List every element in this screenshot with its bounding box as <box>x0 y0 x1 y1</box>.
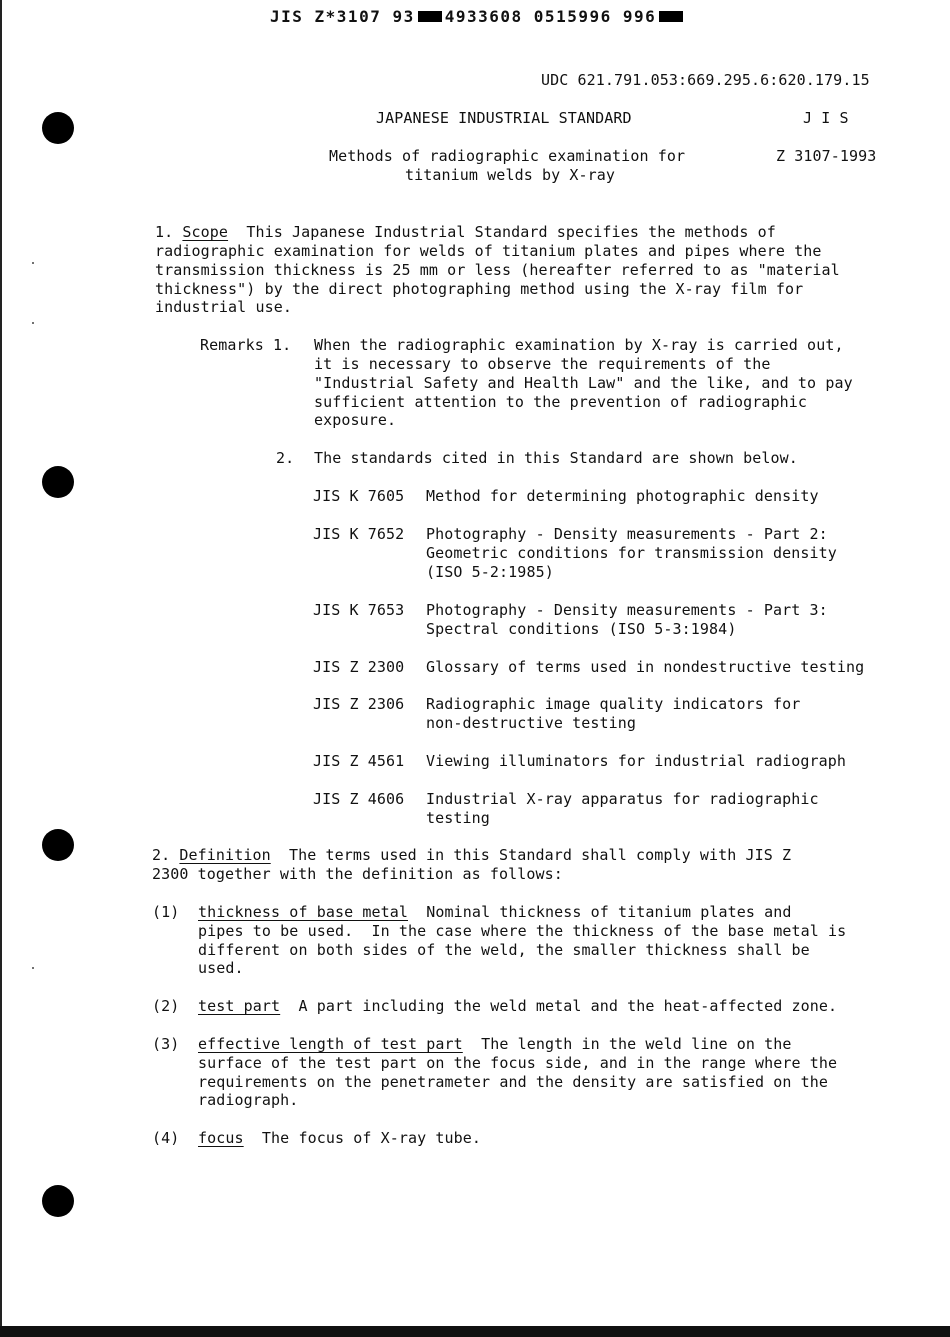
header-code-b: 4933608 0515996 996 <box>444 7 657 26</box>
term-num: (3) <box>152 1035 180 1053</box>
cited-title: Glossary of terms used in nondestructive testing <box>426 658 865 676</box>
scope-line-5: industrial use. <box>155 298 292 316</box>
definition-heading: Definition <box>179 846 271 864</box>
definition-line-2: 2300 together with the definition as follows: <box>152 865 563 883</box>
term-line <box>198 1129 481 1148</box>
term-text: requirements on the penetrameter and the density are satisfied on the <box>198 1073 829 1091</box>
scope-line-4: thickness") by the direct photographing method using the X-ray film for <box>155 280 804 298</box>
term-text: pipes to be used. In the case where the thickness of the base metal is <box>198 922 847 940</box>
punch-hole-3 <box>42 829 74 861</box>
remark-1-line-5: exposure. <box>314 411 397 429</box>
definition-num: 2. <box>152 846 171 864</box>
definition-text-1: The terms used in this Standard shall comply with JIS Z <box>288 846 792 864</box>
cited-title: Photography - Density measurements - Part 3: <box>426 601 828 619</box>
cited-title: Industrial X-ray apparatus for radiographic <box>426 790 819 808</box>
black-block-mark <box>418 11 442 22</box>
scope-line-3: transmission thickness is 25 mm or less (hereafter referred to as "material <box>155 261 840 279</box>
cited-code: JIS K 7652 <box>313 525 405 543</box>
title-line-1: Methods of radiographic examination for <box>329 147 686 165</box>
scope-heading: Scope <box>182 223 229 241</box>
term-text: The length in the weld line on the <box>481 1035 792 1053</box>
scope-num: 1. <box>155 223 174 241</box>
term-num: (4) <box>152 1129 180 1147</box>
term-text: Nominal thickness of titanium plates and <box>426 903 792 921</box>
cited-code: JIS Z 4606 <box>313 790 405 808</box>
punch-hole-2 <box>42 466 74 498</box>
cited-title: Viewing illuminators for industrial radiograph <box>426 752 847 770</box>
cited-code: JIS K 7653 <box>313 601 405 619</box>
cited-code: JIS Z 2306 <box>313 695 405 713</box>
cited-title: Method for determining photographic density <box>426 487 819 505</box>
term-line <box>198 1035 792 1054</box>
black-block-mark <box>659 11 683 22</box>
scan-speck <box>32 967 34 969</box>
remark-1-line-3: "Industrial Safety and Health Law" and the like, and to pay <box>314 374 853 392</box>
header-code-a: JIS Z*3107 93 <box>270 7 415 26</box>
scan-speck <box>32 322 34 324</box>
scope-line-2: radiographic examination for welds of titanium plates and pipes where the <box>155 242 822 260</box>
term-name: test part <box>198 997 281 1015</box>
udc-number: UDC 621.791.053:669.295.6:620.179.15 <box>541 71 870 89</box>
standard-org: JAPANESE INDUSTRIAL STANDARD <box>376 109 632 127</box>
term-name: focus <box>198 1129 244 1147</box>
cited-code: JIS Z 4561 <box>313 752 405 770</box>
title-line-2: titanium welds by X-ray <box>405 166 616 184</box>
jis-mark: J I S <box>803 109 849 127</box>
cited-title: non-destructive testing <box>426 714 637 732</box>
cited-title: Spectral conditions (ISO 5-3:1984) <box>426 620 737 638</box>
term-line <box>198 997 837 1016</box>
term-text: surface of the test part on the focus side, and in the range where the <box>198 1054 838 1072</box>
cited-title: Radiographic image quality indicators for <box>426 695 801 713</box>
punch-hole-1 <box>42 112 74 144</box>
remark-2-num: 2. <box>276 449 295 467</box>
term-name: thickness of base metal <box>198 903 409 921</box>
term-line <box>198 903 792 922</box>
term-text: A part including the weld metal and the heat-affected zone. <box>298 997 838 1015</box>
remark-1-line-4: sufficient attention to the prevention of radiographic <box>314 393 808 411</box>
cited-title: (ISO 5-2:1985) <box>426 563 554 581</box>
term-text: radiograph. <box>198 1091 299 1109</box>
scan-speck <box>32 262 34 264</box>
remark-2-text: The standards cited in this Standard are shown below. <box>314 449 798 467</box>
cited-code: JIS Z 2300 <box>313 658 405 676</box>
standard-number: Z 3107-1993 <box>776 147 877 165</box>
cited-code: JIS K 7605 <box>313 487 405 505</box>
cited-title: testing <box>426 809 490 827</box>
scan-left-edge <box>0 0 2 1337</box>
scope-line-1 <box>155 223 776 242</box>
scope-text-1: This Japanese Industrial Standard specifies the methods of <box>246 223 776 241</box>
term-num: (2) <box>152 997 180 1015</box>
definition-line-1 <box>152 846 791 865</box>
header-code-line <box>270 7 686 26</box>
cited-title: Geometric conditions for transmission density <box>426 544 837 562</box>
remark-1-line-1: When the radiographic examination by X-ray is carried out, <box>314 336 844 354</box>
punch-hole-4 <box>42 1185 74 1217</box>
cited-title: Photography - Density measurements - Part 2: <box>426 525 828 543</box>
remark-1-line-2: it is necessary to observe the requirements of the <box>314 355 771 373</box>
scan-bottom-edge <box>0 1326 950 1337</box>
term-text: different on both sides of the weld, the smaller thickness shall be <box>198 941 810 959</box>
term-text: The focus of X-ray tube. <box>261 1129 482 1147</box>
term-text: used. <box>198 959 244 977</box>
remarks-label: Remarks 1. <box>200 336 292 354</box>
term-num: (1) <box>152 903 180 921</box>
term-name: effective length of test part <box>198 1035 463 1053</box>
